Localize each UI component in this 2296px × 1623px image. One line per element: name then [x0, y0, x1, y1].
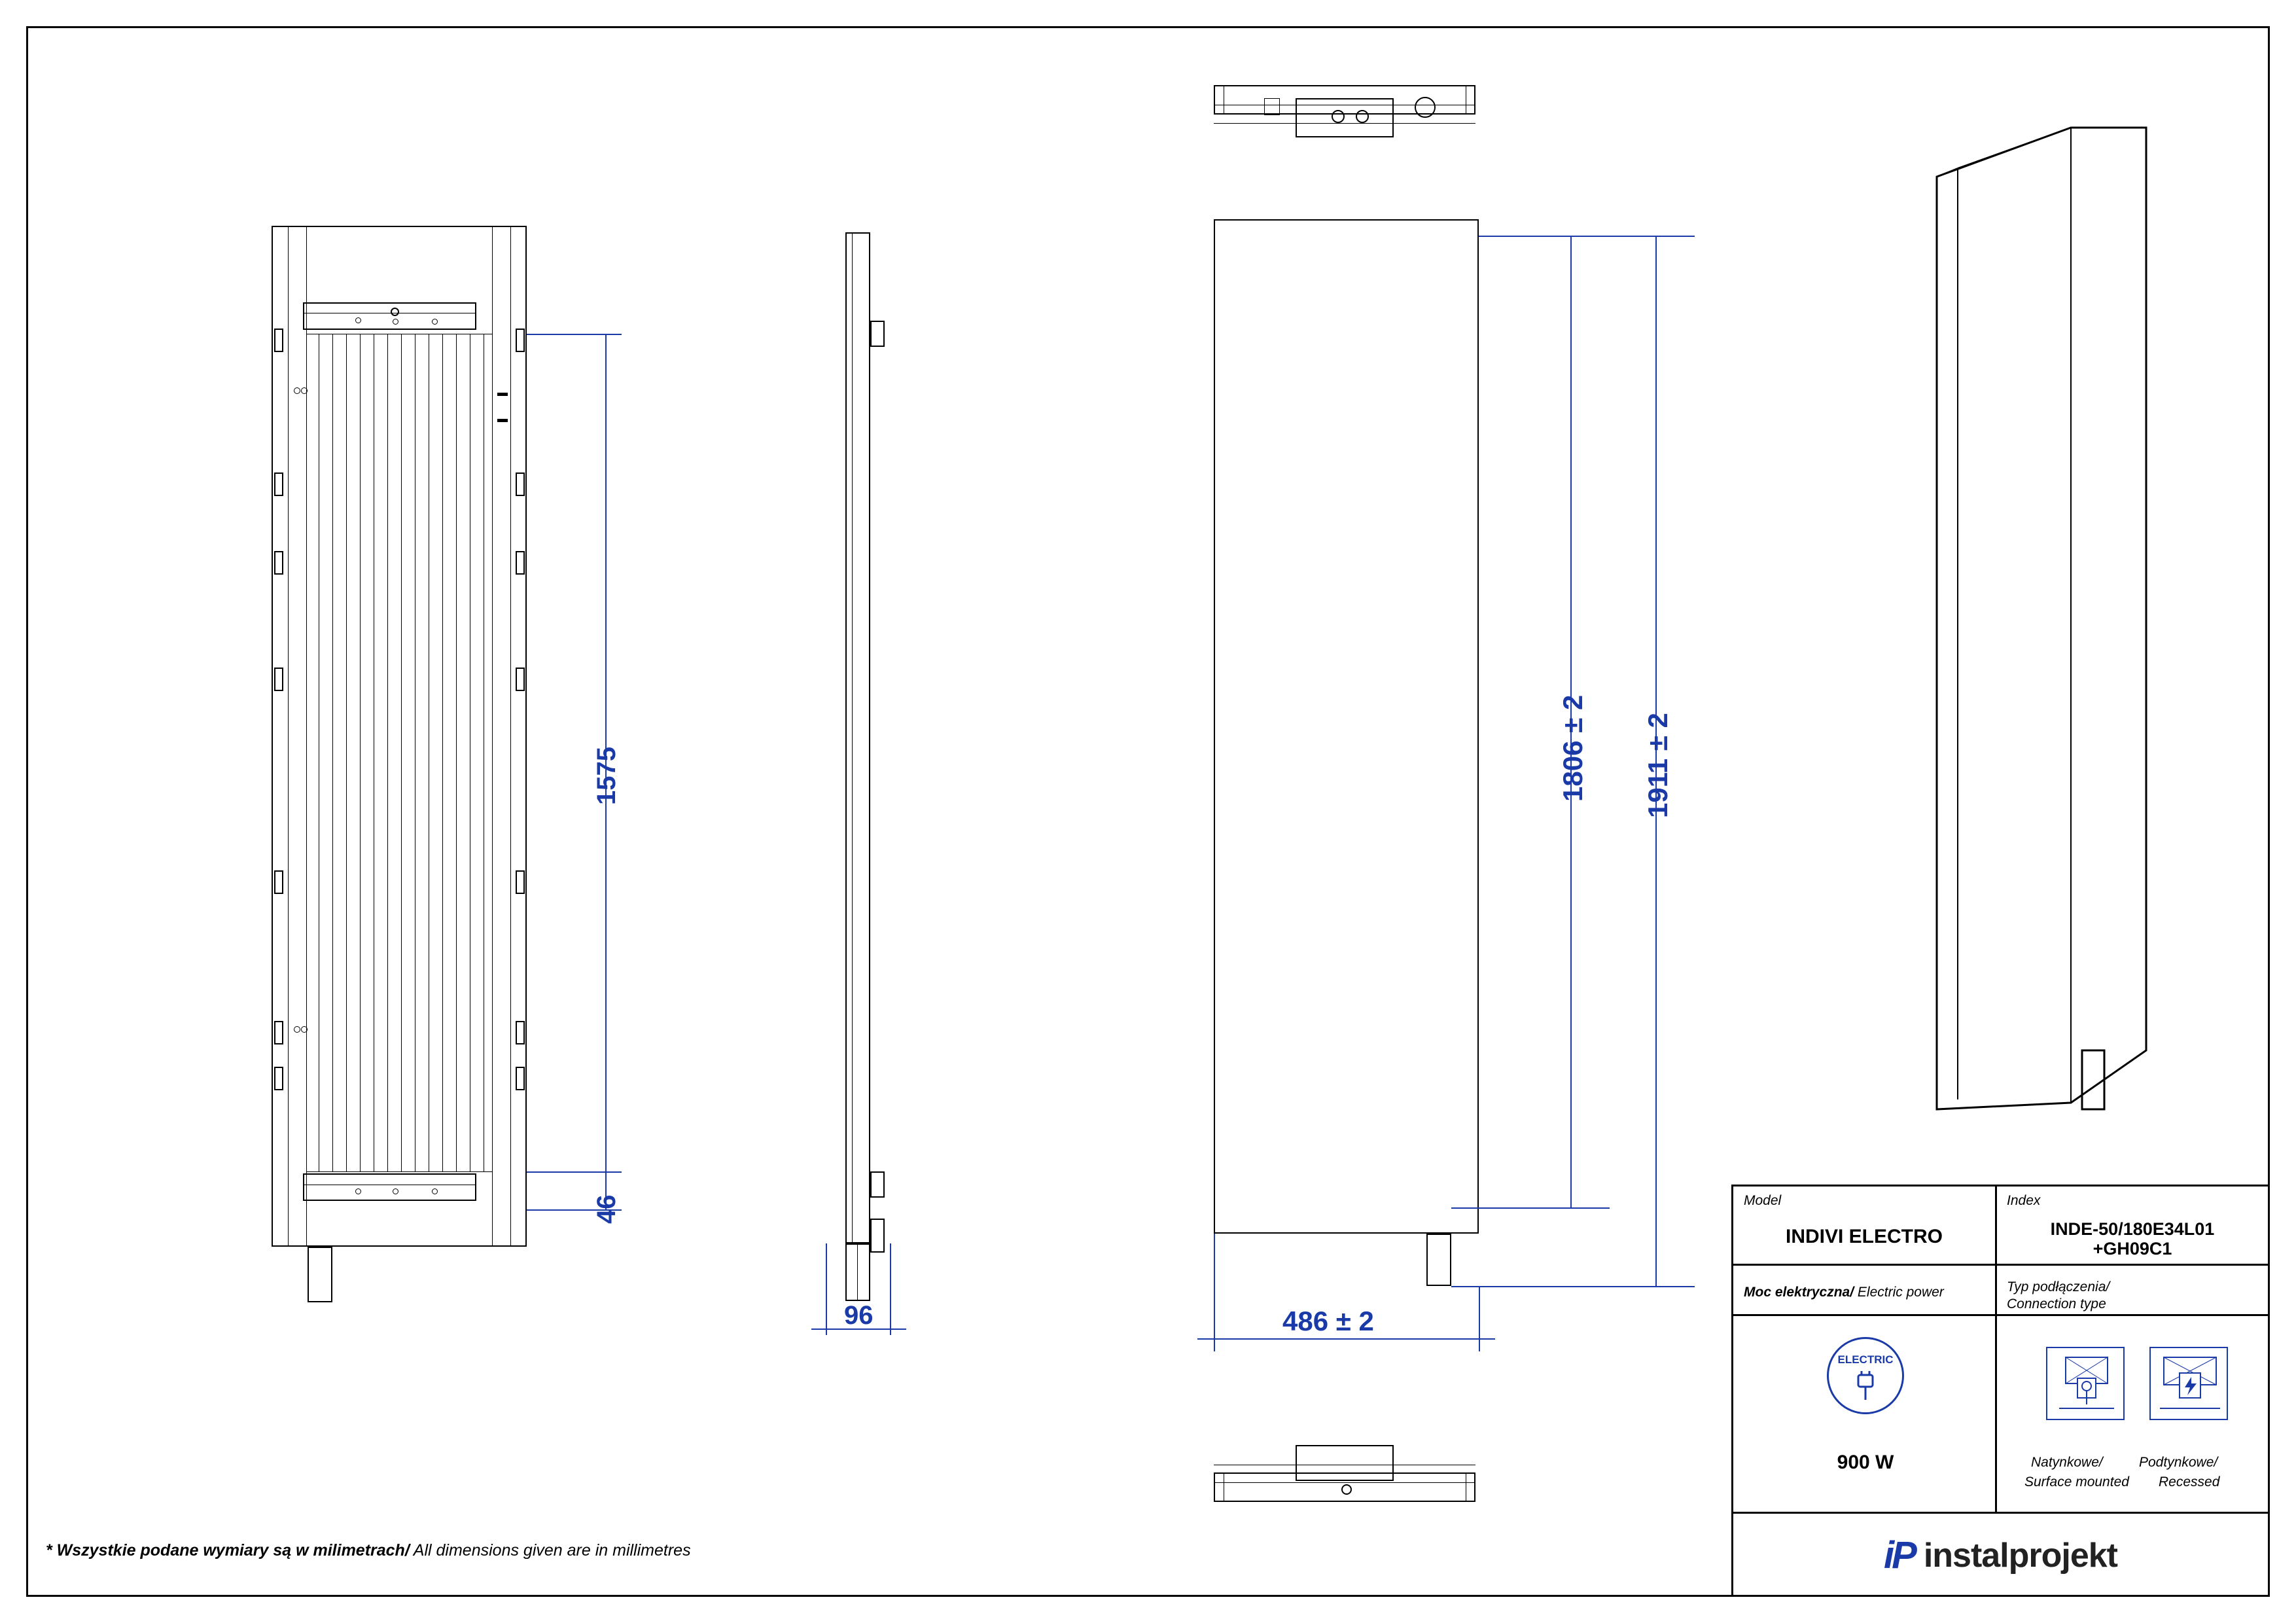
mount-tick	[497, 419, 508, 422]
side-inner-line	[852, 232, 853, 1243]
side-connector	[870, 1219, 885, 1253]
bottom-bracket	[303, 1173, 476, 1201]
power-label-pl: Moc elektryczna/	[1744, 1285, 1854, 1300]
bottom-view-line	[1214, 1482, 1475, 1483]
mount-slot	[274, 551, 283, 575]
power-value: 900 W	[1837, 1452, 1894, 1473]
mount-hole	[301, 387, 308, 394]
index-value-line2: +GH09C1	[2093, 1239, 2172, 1258]
fin	[360, 334, 361, 1171]
title-block	[1731, 1185, 2270, 1597]
top-bracket	[303, 302, 476, 330]
top-view-hole	[1356, 110, 1369, 123]
dim-46-text: 46	[592, 1194, 621, 1224]
mount-slot	[274, 668, 283, 691]
fin-field-bottom	[306, 1171, 493, 1172]
right-rail	[510, 226, 511, 1247]
panel-foot	[1426, 1234, 1451, 1286]
bracket-hole	[432, 1188, 438, 1194]
fin	[401, 334, 402, 1171]
connection-label-pl: Typ podłączenia/	[2007, 1279, 2110, 1294]
top-view-line	[1214, 123, 1475, 124]
mount-slot	[516, 870, 525, 894]
plug-icon	[1849, 1371, 1882, 1401]
ext-line	[1479, 236, 1695, 237]
mount-hole	[294, 387, 300, 394]
power-label	[1744, 1285, 1944, 1300]
ext-line	[826, 1243, 827, 1335]
power-label-en: Electric power	[1854, 1285, 1944, 1300]
mount-slot	[516, 329, 525, 352]
index-label: Index	[2007, 1193, 2041, 1208]
bottom-view-bracket	[1296, 1445, 1394, 1481]
conn-recessed-label-en: Recessed	[2159, 1474, 2220, 1489]
ext-line	[527, 334, 622, 335]
fin	[346, 334, 347, 1171]
conn-surface-icon	[2046, 1347, 2125, 1420]
bracket-hole	[432, 319, 438, 325]
bracket-hole	[393, 319, 398, 325]
ext-line	[1214, 1234, 1215, 1351]
dim-1806-text: 1806 ± 2	[1557, 694, 1588, 802]
ext-line	[890, 1243, 891, 1335]
mount-tick	[497, 393, 508, 396]
dim-486-text: 486 ± 2	[1282, 1306, 1374, 1336]
index-value-line1: INDE-50/180E34L01	[2050, 1219, 2215, 1239]
model-label: Model	[1744, 1193, 1782, 1208]
conn-surface-label-en: Surface mounted	[2024, 1474, 2129, 1489]
iso-svg	[1898, 115, 2238, 1135]
dim-1911-text: 1911 ± 2	[1642, 713, 1673, 818]
bracket-hole	[355, 317, 361, 323]
fin	[456, 334, 457, 1171]
fin	[387, 334, 388, 1171]
mount-slot	[274, 1021, 283, 1044]
conn-recessed-label-pl: Podtynkowe/	[2139, 1455, 2218, 1470]
top-view-detail	[1264, 98, 1280, 115]
footer-note-en: All dimensions given are in millimetres	[409, 1541, 691, 1560]
bracket-hole	[391, 308, 399, 316]
mount-slot	[516, 668, 525, 691]
side-bracket-bottom	[870, 1171, 885, 1198]
company-logo	[1733, 1514, 2268, 1597]
electric-badge-label: ELECTRIC	[1837, 1353, 1894, 1366]
model-value: INDIVI ELECTRO	[1785, 1226, 1943, 1247]
side-profile	[845, 232, 870, 1243]
bottom-view-hole	[1341, 1484, 1352, 1495]
ext-line	[1479, 1286, 1480, 1351]
side-bracket-top	[870, 321, 885, 347]
surface-mounted-glyph	[2047, 1348, 2126, 1421]
mount-slot	[516, 1021, 525, 1044]
top-view-hole	[1332, 110, 1345, 123]
ext-line	[1451, 1207, 1610, 1209]
mount-slot	[274, 870, 283, 894]
mount-slot	[274, 1067, 283, 1090]
mount-slot	[516, 551, 525, 575]
footer-note-pl: * Wszystkie podane wymiary są w milimetrach/	[46, 1541, 410, 1560]
fin	[332, 334, 333, 1171]
ext-line	[527, 1171, 622, 1173]
fin	[442, 334, 443, 1171]
left-rail	[288, 226, 289, 1247]
side-foot-line	[857, 1243, 858, 1301]
side-foot	[845, 1243, 870, 1301]
bracket-hole	[393, 1188, 398, 1194]
mount-slot	[516, 473, 525, 496]
tb-sep	[1733, 1314, 2268, 1316]
conn-recessed-icon	[2149, 1347, 2228, 1420]
logo-mark: iP	[1884, 1534, 1915, 1577]
front-inner-panel	[306, 226, 493, 1247]
conn-surface-label-pl: Natynkowe/	[2031, 1455, 2103, 1470]
tb-sep	[1733, 1264, 2268, 1266]
dim-line	[1197, 1338, 1495, 1340]
panel-body	[1214, 219, 1479, 1234]
logo-text: instalprojekt	[1923, 1536, 2117, 1575]
mount-slot	[516, 1067, 525, 1090]
mount-hole	[301, 1026, 308, 1033]
connection-label-en: Connection type	[2007, 1296, 2106, 1311]
mounting-foot	[308, 1247, 332, 1302]
footer-note	[46, 1541, 691, 1560]
mount-hole	[294, 1026, 300, 1033]
bracket-hole	[355, 1188, 361, 1194]
dim-96-text: 96	[844, 1301, 874, 1330]
ext-line	[1451, 1286, 1695, 1287]
top-view-knob	[1415, 97, 1436, 118]
mount-slot	[274, 473, 283, 496]
mount-slot	[274, 329, 283, 352]
dim-1575-text: 1575	[592, 747, 621, 805]
top-view-bracket	[1296, 98, 1394, 137]
panel-edge	[1477, 219, 1479, 1234]
recessed-glyph	[2151, 1348, 2229, 1421]
